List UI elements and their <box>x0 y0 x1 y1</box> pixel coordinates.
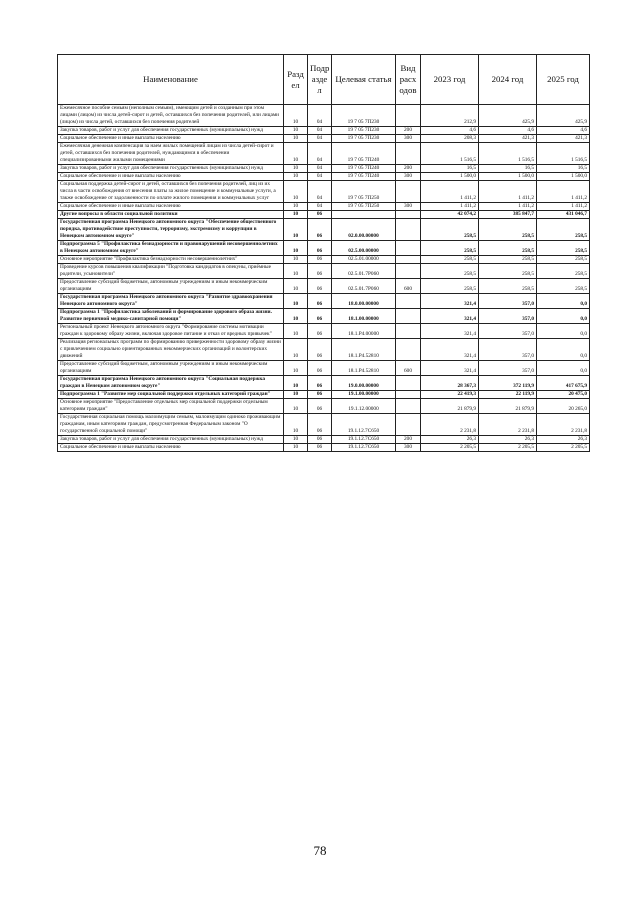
table-row <box>58 135 590 143</box>
row-target-article-cell: 18.1.00.00000 <box>332 309 396 324</box>
row-expense-type-cell <box>396 391 421 399</box>
row-2024-value: 4,6 <box>479 127 537 135</box>
row-2024-value: 258,5 <box>479 264 537 279</box>
row-2025-value: 0,0 <box>537 361 590 376</box>
row-2024-value: 21 879,9 <box>479 399 537 414</box>
row-razdel-cell: 10 <box>284 264 308 279</box>
row-2025-value: 0,0 <box>537 324 590 339</box>
row-podrazdel-cell: 06 <box>308 324 332 339</box>
table-row <box>58 309 590 324</box>
row-podrazdel-cell: 04 <box>308 181 332 203</box>
header-year-2024: 2024 год <box>479 55 537 105</box>
row-name-cell: Закупка товаров, работ и услуг для обеспечения государственных (муниципальных) нужд <box>58 127 284 135</box>
row-podrazdel-cell: 04 <box>308 203 332 211</box>
row-2025-value: 258,5 <box>537 264 590 279</box>
row-podrazdel-cell: 04 <box>308 127 332 135</box>
row-podrazdel-cell: 06 <box>308 399 332 414</box>
row-2024-value: 372 119,9 <box>479 376 537 391</box>
row-2023-value: 26,3 <box>421 436 479 444</box>
row-2023-value: 321,4 <box>421 309 479 324</box>
row-target-article-cell: 19 7 05 7П250 <box>332 181 396 203</box>
row-name-cell: Социальное обеспечение и иные выплаты населению <box>58 444 284 452</box>
row-podrazdel-cell: 06 <box>308 414 332 436</box>
row-razdel-cell: 10 <box>284 361 308 376</box>
row-2023-value: 258,5 <box>421 264 479 279</box>
row-name-cell: Социальное обеспечение и иные выплаты населению <box>58 203 284 211</box>
row-2023-value: 258,5 <box>421 219 479 241</box>
row-target-article-cell: 18.0.00.00000 <box>332 294 396 309</box>
table-row <box>58 444 590 452</box>
row-expense-type-cell: 300 <box>396 173 421 181</box>
row-2025-value: 4,6 <box>537 127 590 135</box>
row-name-cell: Государственная программа Ненецкого автономного округа "Социальная поддержка граждан в Ненецком автономном округе" <box>58 376 284 391</box>
row-target-article-cell: 18.1.Р4.00000 <box>332 324 396 339</box>
row-name-cell: Ежемесячная денежная компенсация за наем жилых помещений лицам из числа детей-сирот и детей, оставшихся без попечения родителей, нуждающимся в обеспечении специализированными жилыми помещениями <box>58 143 284 165</box>
table-row <box>58 219 590 241</box>
row-razdel-cell: 10 <box>284 181 308 203</box>
row-razdel-cell: 10 <box>284 414 308 436</box>
row-target-article-cell: 02.5.01.00000 <box>332 256 396 264</box>
table-row <box>58 361 590 376</box>
row-2023-value: 1 500,0 <box>421 173 479 181</box>
row-2024-value: 357,0 <box>479 309 537 324</box>
table-row <box>58 173 590 181</box>
table-body <box>58 105 590 452</box>
table-row <box>58 294 590 309</box>
row-2024-value: 2 205,5 <box>479 444 537 452</box>
row-2024-value: 16,5 <box>479 165 537 173</box>
table-row <box>58 399 590 414</box>
row-expense-type-cell <box>396 414 421 436</box>
row-2024-value: 258,5 <box>479 219 537 241</box>
header-podrazdel: Подр азде л <box>308 55 332 105</box>
row-2025-value: 258,5 <box>537 279 590 294</box>
table-row <box>58 143 590 165</box>
row-target-article-cell: 19.0.00.00000 <box>332 376 396 391</box>
table-row <box>58 264 590 279</box>
row-2025-value: 1 500,0 <box>537 173 590 181</box>
row-target-article-cell: 02.5.00.00000 <box>332 241 396 256</box>
row-podrazdel-cell: 04 <box>308 165 332 173</box>
row-podrazdel-cell: 04 <box>308 105 332 127</box>
row-target-article-cell: 19 7 05 7П230 <box>332 105 396 127</box>
row-2023-value: 258,5 <box>421 279 479 294</box>
row-2024-value: 357,0 <box>479 339 537 361</box>
row-expense-type-cell <box>396 143 421 165</box>
row-2023-value: 42 074,2 <box>421 211 479 219</box>
row-2025-value: 1 516,5 <box>537 143 590 165</box>
row-razdel-cell: 10 <box>284 219 308 241</box>
row-expense-type-cell: 300 <box>396 444 421 452</box>
row-target-article-cell: 02.0.00.00000 <box>332 219 396 241</box>
row-2024-value: 26,3 <box>479 436 537 444</box>
table-row <box>58 279 590 294</box>
row-razdel-cell: 10 <box>284 165 308 173</box>
row-2023-value: 321,4 <box>421 339 479 361</box>
row-podrazdel-cell: 06 <box>308 391 332 399</box>
row-podrazdel-cell: 06 <box>308 339 332 361</box>
row-razdel-cell: 10 <box>284 376 308 391</box>
row-2025-value: 0,0 <box>537 339 590 361</box>
header-year-2025: 2025 год <box>537 55 590 105</box>
row-expense-type-cell: 300 <box>396 203 421 211</box>
row-razdel-cell: 10 <box>284 143 308 165</box>
row-2023-value: 1 411,2 <box>421 181 479 203</box>
row-expense-type-cell <box>396 376 421 391</box>
row-target-article-cell: 19.1.00.00000 <box>332 391 396 399</box>
row-2025-value: 1 411,2 <box>537 203 590 211</box>
row-podrazdel-cell: 06 <box>308 436 332 444</box>
row-razdel-cell: 10 <box>284 391 308 399</box>
row-2024-value: 258,5 <box>479 279 537 294</box>
row-2024-value: 1 516,5 <box>479 143 537 165</box>
row-target-article-cell: 02.5.01.7Р060 <box>332 264 396 279</box>
row-2023-value: 16,5 <box>421 165 479 173</box>
row-2024-value: 2 231,8 <box>479 414 537 436</box>
table-row <box>58 127 590 135</box>
row-expense-type-cell: 200 <box>396 436 421 444</box>
row-expense-type-cell <box>396 339 421 361</box>
row-expense-type-cell <box>396 211 421 219</box>
table-row <box>58 105 590 127</box>
row-name-cell: Проведение курсов повышения квалификации "Подготовка кандидатов в опекуны, приёмные родители, усыновители" <box>58 264 284 279</box>
row-razdel-cell: 10 <box>284 127 308 135</box>
table-row <box>58 436 590 444</box>
row-podrazdel-cell: 06 <box>308 264 332 279</box>
row-name-cell: Социальное обеспечение и иные выплаты населению <box>58 173 284 181</box>
row-2025-value: 0,0 <box>537 294 590 309</box>
row-2024-value: 357,0 <box>479 361 537 376</box>
row-2025-value: 26,3 <box>537 436 590 444</box>
row-razdel-cell: 10 <box>284 339 308 361</box>
row-2025-value: 1 411,2 <box>537 181 590 203</box>
row-2024-value: 258,5 <box>479 241 537 256</box>
row-expense-type-cell: 600 <box>396 361 421 376</box>
row-expense-type-cell <box>396 256 421 264</box>
row-2025-value: 20 475,0 <box>537 391 590 399</box>
row-razdel-cell: 10 <box>284 399 308 414</box>
header-target-article: Целевая статья <box>332 55 396 105</box>
row-target-article-cell: 19.1.12.7С650 <box>332 436 396 444</box>
table-row <box>58 256 590 264</box>
header-year-2023: 2023 год <box>421 55 479 105</box>
header-razdel: Разд ел <box>284 55 308 105</box>
row-razdel-cell: 10 <box>284 105 308 127</box>
row-name-cell: Подпрограмма 5 "Профилактика безнадзорности и правонарушений несовершеннолетних в Ненецком автономном округе" <box>58 241 284 256</box>
row-2025-value: 2 205,5 <box>537 444 590 452</box>
row-2023-value: 1 516,5 <box>421 143 479 165</box>
row-razdel-cell: 10 <box>284 135 308 143</box>
row-2023-value: 1 411,2 <box>421 203 479 211</box>
row-podrazdel-cell: 06 <box>308 309 332 324</box>
row-razdel-cell: 10 <box>284 309 308 324</box>
row-2024-value: 425,9 <box>479 105 537 127</box>
row-target-article-cell: 19 7 05 7П250 <box>332 203 396 211</box>
row-expense-type-cell <box>396 399 421 414</box>
row-target-article-cell: 18.1.Р4.52810 <box>332 361 396 376</box>
row-razdel-cell: 10 <box>284 444 308 452</box>
row-2023-value: 321,4 <box>421 294 479 309</box>
row-2024-value: 22 119,9 <box>479 391 537 399</box>
row-target-article-cell: 19.1.12.7С650 <box>332 414 396 436</box>
row-name-cell: Закупка товаров, работ и услуг для обеспечения государственных (муниципальных) нужд <box>58 436 284 444</box>
row-podrazdel-cell: 04 <box>308 143 332 165</box>
row-target-article-cell: 19 7 05 7П230 <box>332 135 396 143</box>
row-2023-value: 321,4 <box>421 324 479 339</box>
row-2025-value: 431 046,7 <box>537 211 590 219</box>
row-2023-value: 28 367,3 <box>421 376 479 391</box>
row-name-cell: Государственная программа Ненецкого автономного округа "Развитие здравоохранения Ненецкого автономного округа" <box>58 294 284 309</box>
table-row <box>58 414 590 436</box>
row-name-cell: Государственная социальная помощь малоимущим семьям, малоимущим одиноко проживающим гражданам, иным категориям граждан, предусмотренная Федеральным законом "О государственной социальной помощи" <box>58 414 284 436</box>
row-razdel-cell: 10 <box>284 211 308 219</box>
row-2023-value: 258,5 <box>421 241 479 256</box>
row-expense-type-cell <box>396 309 421 324</box>
row-target-article-cell: 19.1.12.7С650 <box>332 444 396 452</box>
row-2023-value: 2 231,8 <box>421 414 479 436</box>
row-expense-type-cell <box>396 241 421 256</box>
table-row <box>58 181 590 203</box>
row-podrazdel-cell: 04 <box>308 173 332 181</box>
table-row <box>58 165 590 173</box>
row-2023-value: 258,5 <box>421 256 479 264</box>
row-2025-value: 258,5 <box>537 219 590 241</box>
table-row <box>58 339 590 361</box>
row-podrazdel-cell: 06 <box>308 241 332 256</box>
row-2025-value: 425,9 <box>537 105 590 127</box>
row-razdel-cell: 10 <box>284 241 308 256</box>
row-expense-type-cell: 300 <box>396 135 421 143</box>
row-razdel-cell: 10 <box>284 173 308 181</box>
row-2023-value: 212,9 <box>421 105 479 127</box>
row-razdel-cell: 10 <box>284 294 308 309</box>
row-2023-value: 321,4 <box>421 361 479 376</box>
row-target-article-cell: 19 7 05 7П230 <box>332 127 396 135</box>
row-name-cell: Подпрограмма 1 "Профилактика заболеваний и формирование здорового образа жизни. Развитие первичной медико-санитарной помощи" <box>58 309 284 324</box>
row-2023-value: 4,6 <box>421 127 479 135</box>
table-row <box>58 203 590 211</box>
page-number: 78 <box>313 843 327 858</box>
budget-table <box>57 54 590 452</box>
row-2024-value: 258,5 <box>479 256 537 264</box>
row-target-article-cell: 18.1.Р4.52810 <box>332 339 396 361</box>
row-podrazdel-cell: 06 <box>308 279 332 294</box>
row-podrazdel-cell: 06 <box>308 361 332 376</box>
row-expense-type-cell <box>396 181 421 203</box>
table-row <box>58 391 590 399</box>
row-expense-type-cell <box>396 324 421 339</box>
row-target-article-cell: 19 7 05 7П240 <box>332 173 396 181</box>
row-expense-type-cell <box>396 264 421 279</box>
table-row <box>58 241 590 256</box>
row-target-article-cell: 19 7 05 7П240 <box>332 143 396 165</box>
row-2023-value: 22 419,3 <box>421 391 479 399</box>
row-2024-value: 357,0 <box>479 324 537 339</box>
row-name-cell: Другие вопросы в области социальной политики <box>58 211 284 219</box>
row-name-cell: Ежемесячное пособие семьям (неполным семьям), имеющим детей и созданным при этом лицами (лицом) из числа детей-сирот и детей, оставшихся без попечения родителей, или лицами (лицом) из числа детей, оставшихся без попечения родителей <box>58 105 284 127</box>
row-2025-value: 258,5 <box>537 241 590 256</box>
row-target-article-cell: 19.1.12.00000 <box>332 399 396 414</box>
row-podrazdel-cell: 06 <box>308 444 332 452</box>
row-razdel-cell: 10 <box>284 324 308 339</box>
row-2025-value: 0,0 <box>537 309 590 324</box>
row-name-cell: Предоставление субсидий бюджетным, автономным учреждениям и иным некоммерческим организациям <box>58 361 284 376</box>
row-name-cell: Закупка товаров, работ и услуг для обеспечения государственных (муниципальных) нужд <box>58 165 284 173</box>
row-target-article-cell: 19 7 05 7П240 <box>332 165 396 173</box>
row-razdel-cell: 10 <box>284 256 308 264</box>
row-name-cell: Региональный проект Ненецкого автономного округа "Формирование системы мотивации граждан к здоровому образу жизни, включая здоровое питание и отказ от вредных привычек" <box>58 324 284 339</box>
row-name-cell: Подпрограмма 1 "Развитие мер социальной поддержки отдельных категорий граждан" <box>58 391 284 399</box>
row-2024-value: 1 411,2 <box>479 181 537 203</box>
row-2024-value: 357,0 <box>479 294 537 309</box>
row-razdel-cell: 10 <box>284 279 308 294</box>
row-podrazdel-cell: 06 <box>308 219 332 241</box>
row-2025-value: 16,5 <box>537 165 590 173</box>
row-expense-type-cell: 200 <box>396 165 421 173</box>
row-expense-type-cell <box>396 219 421 241</box>
row-podrazdel-cell: 06 <box>308 294 332 309</box>
row-2023-value: 2 205,5 <box>421 444 479 452</box>
header-name: Наименование <box>58 55 284 105</box>
row-razdel-cell: 10 <box>284 203 308 211</box>
row-name-cell: Государственная программа Ненецкого автономного округа "Обеспечение общественного порядка, противодействие преступности, терроризму, экстремизму и коррупции в Ненецком автономном округе" <box>58 219 284 241</box>
row-expense-type-cell <box>396 105 421 127</box>
row-2025-value: 20 265,0 <box>537 399 590 414</box>
row-podrazdel-cell: 06 <box>308 376 332 391</box>
row-expense-type-cell: 600 <box>396 279 421 294</box>
row-expense-type-cell: 200 <box>396 127 421 135</box>
row-name-cell: Реализация региональных программ по формированию приверженности здоровому образу жизни с привлечением социально ориентированных некоммерческих организаций и волонтерских движений <box>58 339 284 361</box>
row-2024-value: 385 847,7 <box>479 211 537 219</box>
row-2023-value: 21 879,9 <box>421 399 479 414</box>
row-podrazdel-cell: 06 <box>308 211 332 219</box>
table-row <box>58 324 590 339</box>
row-target-article-cell <box>332 211 396 219</box>
header-expense-type: Вид расх одов <box>396 55 421 105</box>
row-razdel-cell: 10 <box>284 436 308 444</box>
row-name-cell: Основное мероприятие "Предоставление отдельных мер социальной поддержки отдельным категориям граждан" <box>58 399 284 414</box>
row-2023-value: 208,3 <box>421 135 479 143</box>
row-expense-type-cell <box>396 294 421 309</box>
row-2024-value: 1 500,0 <box>479 173 537 181</box>
row-target-article-cell: 02.5.01.7Р060 <box>332 279 396 294</box>
row-2025-value: 258,5 <box>537 256 590 264</box>
row-2024-value: 421,3 <box>479 135 537 143</box>
table-header-row <box>58 55 590 105</box>
row-2025-value: 2 231,8 <box>537 414 590 436</box>
row-name-cell: Предоставление субсидий бюджетным, автономным учреждениям и иным некоммерческим организациям <box>58 279 284 294</box>
row-2025-value: 417 675,9 <box>537 376 590 391</box>
row-2024-value: 1 411,2 <box>479 203 537 211</box>
row-name-cell: Социальное обеспечение и иные выплаты населению <box>58 135 284 143</box>
row-name-cell: Основное мероприятие "Профилактика безнадзорности несовершеннолетних" <box>58 256 284 264</box>
row-name-cell: Социальная поддержка детей-сирот и детей, оставшихся без попечения родителей, лиц из их числа в части освобождения от внесения платы за жилое помещение и коммунальные услуги, а также освобождение от задолженности по оплате жилого помещения и коммунальных услуг <box>58 181 284 203</box>
table-row <box>58 376 590 391</box>
row-2025-value: 421,3 <box>537 135 590 143</box>
table-row <box>58 211 590 219</box>
row-podrazdel-cell: 06 <box>308 256 332 264</box>
row-podrazdel-cell: 04 <box>308 135 332 143</box>
